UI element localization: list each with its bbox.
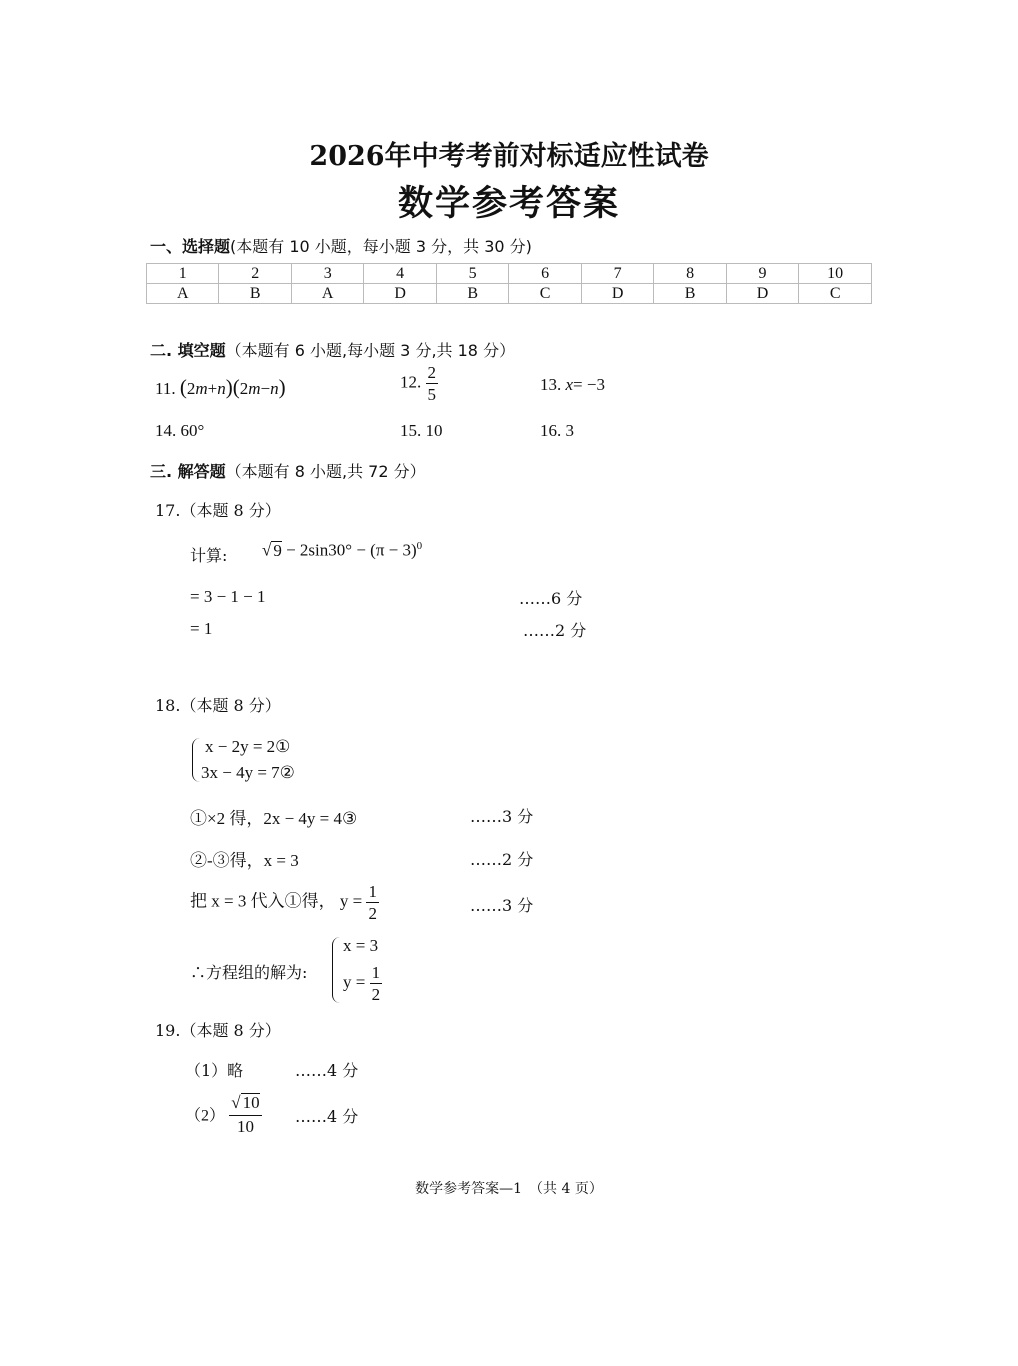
page-title: 2026年中考考前对标适应性试卷: [309, 141, 709, 172]
q18-line1: ①×2 得，2x − 4y = 4③: [190, 809, 358, 828]
section1-note: (本题有 10 小题，每小题 3 分，共 30 分): [230, 237, 532, 256]
system-brace: [192, 738, 201, 782]
numerator: 2: [427, 363, 436, 382]
q17-step1: = 3 − 1 − 1: [190, 587, 266, 606]
q17-step2-score: ……2 分: [523, 621, 587, 640]
section3-heading: [150, 459, 426, 482]
table-cell: D: [726, 284, 798, 304]
table-cell: A: [147, 284, 219, 304]
answer-value: 10: [425, 421, 443, 440]
section3-note: （本题有 8 小题,共 72 分）: [225, 462, 426, 481]
section3-title: 三. 解答题: [150, 462, 226, 481]
solution-brace: [332, 937, 341, 1003]
q18-line2: ②-③得，x = 3: [190, 851, 299, 870]
answer-row: [147, 284, 872, 304]
section2-heading: [150, 338, 515, 361]
answer-13: [540, 375, 605, 395]
math-term: 2: [239, 379, 249, 398]
answer-14: [155, 421, 204, 441]
math-term: 2: [186, 379, 196, 398]
section2-note: （本题有 6 小题,每小题 3 分,共 18 分）: [225, 341, 516, 360]
q18-solution-x: x = 3: [343, 936, 379, 955]
question-number-row: [147, 264, 872, 284]
table-cell: 6: [509, 264, 581, 284]
question-number: 13.: [540, 375, 562, 394]
question-19-label: 19.（本题 8 分）: [155, 1021, 281, 1040]
radicand: 9: [273, 540, 282, 560]
q17-step2: = 1: [190, 619, 213, 638]
q17-step1-score: ……6 分: [519, 589, 583, 608]
table-cell: C: [799, 284, 872, 304]
q17-expression: [262, 540, 422, 561]
q19-part1-score: ……4 分: [295, 1061, 359, 1080]
paren: ): [225, 375, 233, 399]
q18-line3: [190, 883, 379, 922]
radicand: 10: [242, 1093, 260, 1112]
math-term: n: [270, 379, 279, 398]
question-18-label: 18.（本题 8 分）: [155, 696, 281, 715]
section2-title: 二. 填空题: [150, 341, 226, 360]
numerator: [229, 1093, 261, 1116]
paren: (: [232, 375, 240, 399]
math-op: +: [207, 379, 218, 398]
paren: (: [179, 375, 187, 399]
table-cell: 9: [726, 264, 798, 284]
section1-title: 一、选择题: [150, 237, 231, 256]
part-label: （2）: [185, 1107, 226, 1125]
answer-12: [400, 364, 438, 403]
table-cell: 10: [799, 264, 872, 284]
q18-line3-text: 把 x = 3 代入①得，: [190, 891, 336, 911]
table-cell: B: [654, 284, 726, 304]
expression-rest: − 2sin30° − (π − 3): [286, 540, 417, 560]
math-term: y =: [343, 972, 366, 992]
question-number: 11.: [155, 379, 176, 398]
question-number: 16.: [540, 421, 562, 440]
sqrt-symbol: √: [262, 540, 272, 560]
question-number: 12.: [400, 372, 422, 392]
table-cell: 5: [436, 264, 508, 284]
math-term: n: [217, 379, 226, 398]
fraction: [366, 883, 379, 922]
q19-part2: [185, 1093, 262, 1135]
q18-line1-score: ……3 分: [470, 807, 534, 826]
answer-11: [155, 375, 286, 400]
q18-solution-label: ∴方程组的解为:: [190, 963, 308, 982]
table-cell: 1: [147, 264, 219, 284]
math-op: −: [260, 379, 271, 398]
paren: ): [278, 375, 286, 399]
q19-part1: （1）略: [185, 1061, 244, 1080]
answer-16: [540, 421, 574, 441]
question-number: 14.: [155, 421, 177, 440]
math-term: m: [195, 379, 208, 398]
section1-heading: [150, 234, 532, 257]
table-cell: 2: [219, 264, 291, 284]
math-term: y =: [339, 891, 363, 911]
answer-value: 60°: [180, 421, 205, 440]
question-number: 15.: [400, 421, 422, 440]
page-subtitle: 数学参考答案: [397, 183, 620, 224]
table-cell: D: [581, 284, 653, 304]
q18-line3-score: ……3 分: [470, 896, 534, 915]
math-term: m: [248, 379, 261, 398]
denominator: 2: [371, 985, 381, 1004]
table-cell: C: [509, 284, 581, 304]
table-cell: A: [291, 284, 363, 304]
q19-part2-score: ……4 分: [295, 1107, 359, 1126]
q18-line2-score: ……2 分: [470, 850, 534, 869]
fraction: [370, 964, 383, 1003]
table-cell: B: [436, 284, 508, 304]
denominator: 5: [427, 385, 436, 404]
table-cell: 8: [654, 264, 726, 284]
sqrt-symbol: √: [231, 1093, 241, 1112]
q17-calc-label: 计算:: [190, 546, 228, 565]
numerator: 1: [371, 963, 381, 982]
answer-value: 3: [565, 421, 574, 440]
numerator: 1: [368, 882, 377, 901]
q18-solution-y: [343, 964, 382, 1003]
q18-equation-1: x − 2y = 2①: [205, 737, 291, 756]
table-cell: D: [364, 284, 436, 304]
table-cell: 4: [364, 264, 436, 284]
table-cell: B: [219, 284, 291, 304]
table-cell: 3: [291, 264, 363, 284]
fraction: [229, 1093, 261, 1135]
answer-15: [400, 421, 443, 441]
math-term: = −3: [573, 375, 605, 394]
denominator: 10: [236, 1116, 254, 1136]
math-term: x: [565, 375, 574, 394]
fraction: [426, 364, 439, 403]
multiple-choice-answer-table: [146, 263, 872, 304]
table-cell: 7: [581, 264, 653, 284]
page-footer: 数学参考答案—1 （共 4 页）: [415, 1181, 603, 1197]
denominator: 2: [368, 904, 377, 923]
q18-equation-2: 3x − 4y = 7②: [201, 763, 295, 782]
question-17-label: 17.（本题 8 分）: [155, 501, 281, 520]
exponent: 0: [416, 540, 423, 552]
